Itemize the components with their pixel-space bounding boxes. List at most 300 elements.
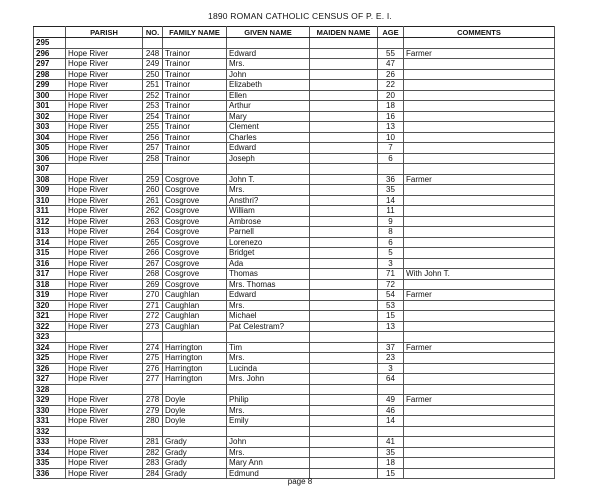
age-cell: 35 bbox=[378, 447, 404, 458]
comments-cell bbox=[404, 332, 555, 343]
row-number: 313 bbox=[34, 227, 66, 238]
comments-cell bbox=[404, 405, 555, 416]
family-name-cell bbox=[163, 38, 227, 49]
family-name-cell: Grady bbox=[163, 447, 227, 458]
comments-cell bbox=[404, 132, 555, 143]
row-number: 296 bbox=[34, 48, 66, 59]
maiden-name-cell bbox=[310, 164, 378, 175]
given-name-header: GIVEN NAME bbox=[227, 27, 310, 38]
number-cell: 275 bbox=[143, 353, 163, 364]
given-name-cell: Mary bbox=[227, 111, 310, 122]
parish-cell: Hope River bbox=[66, 258, 143, 269]
number-cell: 259 bbox=[143, 174, 163, 185]
table-row bbox=[34, 111, 555, 122]
maiden-name-cell bbox=[310, 269, 378, 280]
table-row bbox=[34, 290, 555, 301]
row-number: 325 bbox=[34, 353, 66, 364]
comments-cell: Farmer bbox=[404, 48, 555, 59]
number-cell: 249 bbox=[143, 59, 163, 70]
row-number: 329 bbox=[34, 395, 66, 406]
row-number: 299 bbox=[34, 80, 66, 91]
parish-cell: Hope River bbox=[66, 185, 143, 196]
given-name-cell: Clement bbox=[227, 122, 310, 133]
age-cell bbox=[378, 384, 404, 395]
given-name-cell: Ambrose bbox=[227, 216, 310, 227]
maiden-name-cell bbox=[310, 384, 378, 395]
age-cell: 47 bbox=[378, 59, 404, 70]
maiden-name-cell bbox=[310, 143, 378, 154]
table-row bbox=[34, 101, 555, 112]
given-name-cell: Ansthri? bbox=[227, 195, 310, 206]
family-name-cell: Harrington bbox=[163, 342, 227, 353]
row-number: 310 bbox=[34, 195, 66, 206]
row-number: 298 bbox=[34, 69, 66, 80]
table-row bbox=[34, 153, 555, 164]
parish-cell: Hope River bbox=[66, 132, 143, 143]
maiden-name-cell bbox=[310, 342, 378, 353]
number-cell: 269 bbox=[143, 279, 163, 290]
parish-cell: Hope River bbox=[66, 69, 143, 80]
row-number: 302 bbox=[34, 111, 66, 122]
given-name-cell: Philip bbox=[227, 395, 310, 406]
given-name-cell: Ada bbox=[227, 258, 310, 269]
maiden-name-cell bbox=[310, 374, 378, 385]
row-number: 333 bbox=[34, 437, 66, 448]
number-cell: 258 bbox=[143, 153, 163, 164]
maiden-name-cell bbox=[310, 90, 378, 101]
family-name-cell: Doyle bbox=[163, 395, 227, 406]
parish-cell: Hope River bbox=[66, 458, 143, 469]
comments-cell: Farmer bbox=[404, 290, 555, 301]
row-number: 321 bbox=[34, 311, 66, 322]
row-number: 330 bbox=[34, 405, 66, 416]
age-cell: 37 bbox=[378, 342, 404, 353]
maiden-name-cell bbox=[310, 206, 378, 217]
row-number: 303 bbox=[34, 122, 66, 133]
age-cell: 18 bbox=[378, 458, 404, 469]
given-name-cell: Mrs. bbox=[227, 59, 310, 70]
comments-cell bbox=[404, 111, 555, 122]
comments-cell bbox=[404, 437, 555, 448]
number-cell: 266 bbox=[143, 248, 163, 259]
family-name-cell: Cosgrove bbox=[163, 258, 227, 269]
parish-cell: Hope River bbox=[66, 153, 143, 164]
row-number: 304 bbox=[34, 132, 66, 143]
row-number: 314 bbox=[34, 237, 66, 248]
maiden-name-cell bbox=[310, 48, 378, 59]
table-row bbox=[34, 227, 555, 238]
parish-cell: Hope River bbox=[66, 59, 143, 70]
comments-cell bbox=[404, 363, 555, 374]
maiden-name-cell bbox=[310, 353, 378, 364]
age-cell: 5 bbox=[378, 248, 404, 259]
age-cell: 15 bbox=[378, 468, 404, 479]
given-name-cell bbox=[227, 426, 310, 437]
given-name-cell: William bbox=[227, 206, 310, 217]
given-name-cell: Arthur bbox=[227, 101, 310, 112]
age-cell: 26 bbox=[378, 69, 404, 80]
number-cell: 262 bbox=[143, 206, 163, 217]
parish-cell bbox=[66, 384, 143, 395]
age-cell: 13 bbox=[378, 122, 404, 133]
family-name-cell: Grady bbox=[163, 458, 227, 469]
family-name-cell: Caughlan bbox=[163, 300, 227, 311]
family-name-cell: Trainor bbox=[163, 48, 227, 59]
given-name-cell bbox=[227, 332, 310, 343]
table-row bbox=[34, 38, 555, 49]
parish-cell: Hope River bbox=[66, 437, 143, 448]
row-number: 311 bbox=[34, 206, 66, 217]
row-number: 327 bbox=[34, 374, 66, 385]
family-name-cell: Cosgrove bbox=[163, 216, 227, 227]
comments-cell: With John T. bbox=[404, 269, 555, 280]
comments-cell bbox=[404, 227, 555, 238]
comments-cell bbox=[404, 258, 555, 269]
number-cell: 281 bbox=[143, 437, 163, 448]
number-cell: 253 bbox=[143, 101, 163, 112]
number-cell: 251 bbox=[143, 80, 163, 91]
age-header: AGE bbox=[378, 27, 404, 38]
table-row bbox=[34, 248, 555, 259]
table-row bbox=[34, 216, 555, 227]
comments-cell bbox=[404, 195, 555, 206]
table-row bbox=[34, 405, 555, 416]
table-row bbox=[34, 416, 555, 427]
age-cell: 13 bbox=[378, 321, 404, 332]
comments-cell bbox=[404, 300, 555, 311]
comments-cell bbox=[404, 38, 555, 49]
age-cell: 71 bbox=[378, 269, 404, 280]
comments-cell: Farmer bbox=[404, 342, 555, 353]
number-cell: 248 bbox=[143, 48, 163, 59]
age-cell: 55 bbox=[378, 48, 404, 59]
comments-cell bbox=[404, 69, 555, 80]
parish-cell: Hope River bbox=[66, 363, 143, 374]
number-cell: 263 bbox=[143, 216, 163, 227]
given-name-cell: John T. bbox=[227, 174, 310, 185]
row-number: 322 bbox=[34, 321, 66, 332]
number-cell: 283 bbox=[143, 458, 163, 469]
age-cell: 64 bbox=[378, 374, 404, 385]
comments-cell bbox=[404, 384, 555, 395]
maiden-name-cell bbox=[310, 132, 378, 143]
family-name-cell: Trainor bbox=[163, 122, 227, 133]
table-row bbox=[34, 437, 555, 448]
row-number: 312 bbox=[34, 216, 66, 227]
row-number: 316 bbox=[34, 258, 66, 269]
parish-cell: Hope River bbox=[66, 269, 143, 280]
comments-cell bbox=[404, 447, 555, 458]
table-row bbox=[34, 80, 555, 91]
table-row bbox=[34, 447, 555, 458]
comments-cell bbox=[404, 279, 555, 290]
given-name-cell bbox=[227, 164, 310, 175]
age-cell: 36 bbox=[378, 174, 404, 185]
given-name-cell: Thomas bbox=[227, 269, 310, 280]
parish-cell: Hope River bbox=[66, 80, 143, 91]
family-name-cell: Cosgrove bbox=[163, 185, 227, 196]
table-row bbox=[34, 143, 555, 154]
family-name-cell: Trainor bbox=[163, 143, 227, 154]
age-cell: 23 bbox=[378, 353, 404, 364]
table-row bbox=[34, 321, 555, 332]
number-cell: 284 bbox=[143, 468, 163, 479]
table-row bbox=[34, 48, 555, 59]
age-cell: 6 bbox=[378, 237, 404, 248]
family-name-cell: Cosgrove bbox=[163, 237, 227, 248]
row-number: 317 bbox=[34, 269, 66, 280]
row-number: 300 bbox=[34, 90, 66, 101]
number-cell: 255 bbox=[143, 122, 163, 133]
maiden-name-cell bbox=[310, 300, 378, 311]
given-name-cell: Mrs. John bbox=[227, 374, 310, 385]
given-name-cell: Joseph bbox=[227, 153, 310, 164]
table-row bbox=[34, 395, 555, 406]
maiden-name-header: MAIDEN NAME bbox=[310, 27, 378, 38]
census-table bbox=[33, 26, 555, 479]
maiden-name-cell bbox=[310, 227, 378, 238]
row-number: 332 bbox=[34, 426, 66, 437]
given-name-cell: Mrs. Thomas bbox=[227, 279, 310, 290]
comments-cell bbox=[404, 311, 555, 322]
family-name-cell: Cosgrove bbox=[163, 174, 227, 185]
table-row bbox=[34, 374, 555, 385]
table-row bbox=[34, 69, 555, 80]
table-row bbox=[34, 300, 555, 311]
table-row bbox=[34, 279, 555, 290]
table-row bbox=[34, 195, 555, 206]
table-row bbox=[34, 185, 555, 196]
number-cell: 264 bbox=[143, 227, 163, 238]
table-row bbox=[34, 363, 555, 374]
row-number: 336 bbox=[34, 468, 66, 479]
number-cell: 276 bbox=[143, 363, 163, 374]
table-body bbox=[34, 38, 555, 479]
comments-cell bbox=[404, 122, 555, 133]
maiden-name-cell bbox=[310, 122, 378, 133]
number-cell: 272 bbox=[143, 311, 163, 322]
age-cell: 8 bbox=[378, 227, 404, 238]
given-name-cell: Edward bbox=[227, 143, 310, 154]
maiden-name-cell bbox=[310, 69, 378, 80]
row-number: 334 bbox=[34, 447, 66, 458]
comments-cell bbox=[404, 153, 555, 164]
table-row bbox=[34, 90, 555, 101]
parish-cell: Hope River bbox=[66, 227, 143, 238]
parish-cell: Hope River bbox=[66, 195, 143, 206]
comments-cell bbox=[404, 143, 555, 154]
maiden-name-cell bbox=[310, 437, 378, 448]
maiden-name-cell bbox=[310, 80, 378, 91]
age-cell: 11 bbox=[378, 206, 404, 217]
given-name-cell: John bbox=[227, 437, 310, 448]
number-cell: 280 bbox=[143, 416, 163, 427]
age-cell: 7 bbox=[378, 143, 404, 154]
table-row bbox=[34, 206, 555, 217]
parish-cell: Hope River bbox=[66, 321, 143, 332]
maiden-name-cell bbox=[310, 237, 378, 248]
family-name-cell: Trainor bbox=[163, 101, 227, 112]
comments-cell bbox=[404, 216, 555, 227]
parish-cell: Hope River bbox=[66, 216, 143, 227]
age-cell: 3 bbox=[378, 363, 404, 374]
age-cell bbox=[378, 426, 404, 437]
row-number: 307 bbox=[34, 164, 66, 175]
given-name-cell: Elizabeth bbox=[227, 80, 310, 91]
age-cell: 9 bbox=[378, 216, 404, 227]
parish-cell: Hope River bbox=[66, 395, 143, 406]
number-cell: 265 bbox=[143, 237, 163, 248]
maiden-name-cell bbox=[310, 185, 378, 196]
family-name-cell: Grady bbox=[163, 468, 227, 479]
family-name-cell: Caughlan bbox=[163, 321, 227, 332]
number-cell: 250 bbox=[143, 69, 163, 80]
given-name-cell: Edward bbox=[227, 48, 310, 59]
number-cell bbox=[143, 426, 163, 437]
comments-cell bbox=[404, 59, 555, 70]
number-header: NO. bbox=[143, 27, 163, 38]
family-name-cell bbox=[163, 332, 227, 343]
family-name-cell bbox=[163, 164, 227, 175]
family-name-cell: Cosgrove bbox=[163, 206, 227, 217]
parish-cell: Hope River bbox=[66, 290, 143, 301]
table-row bbox=[34, 311, 555, 322]
row-number: 319 bbox=[34, 290, 66, 301]
table-row bbox=[34, 384, 555, 395]
parish-cell: Hope River bbox=[66, 248, 143, 259]
maiden-name-cell bbox=[310, 458, 378, 469]
parish-cell: Hope River bbox=[66, 122, 143, 133]
given-name-cell: Mrs. bbox=[227, 185, 310, 196]
number-cell: 256 bbox=[143, 132, 163, 143]
given-name-cell: Lorenezo bbox=[227, 237, 310, 248]
age-cell: 20 bbox=[378, 90, 404, 101]
comments-cell bbox=[404, 416, 555, 427]
comments-cell bbox=[404, 164, 555, 175]
given-name-cell: Mrs. bbox=[227, 353, 310, 364]
maiden-name-cell bbox=[310, 258, 378, 269]
family-name-cell: Doyle bbox=[163, 416, 227, 427]
parish-cell: Hope River bbox=[66, 353, 143, 364]
maiden-name-cell bbox=[310, 395, 378, 406]
maiden-name-cell bbox=[310, 321, 378, 332]
comments-cell bbox=[404, 248, 555, 259]
table-row bbox=[34, 269, 555, 280]
table-row bbox=[34, 164, 555, 175]
age-cell: 72 bbox=[378, 279, 404, 290]
family-name-cell: Trainor bbox=[163, 132, 227, 143]
given-name-cell: Ellen bbox=[227, 90, 310, 101]
given-name-cell: Mrs. bbox=[227, 300, 310, 311]
table-row bbox=[34, 258, 555, 269]
parish-cell: Hope River bbox=[66, 279, 143, 290]
given-name-cell: Edmund bbox=[227, 468, 310, 479]
family-name-cell: Doyle bbox=[163, 405, 227, 416]
comments-cell bbox=[404, 101, 555, 112]
row-number: 308 bbox=[34, 174, 66, 185]
comments-cell bbox=[404, 353, 555, 364]
parish-cell: Hope River bbox=[66, 90, 143, 101]
comments-header: COMMENTS bbox=[404, 27, 555, 38]
maiden-name-cell bbox=[310, 101, 378, 112]
number-cell: 277 bbox=[143, 374, 163, 385]
family-name-cell: Cosgrove bbox=[163, 195, 227, 206]
parish-cell: Hope River bbox=[66, 416, 143, 427]
comments-cell bbox=[404, 185, 555, 196]
number-cell: 267 bbox=[143, 258, 163, 269]
table-row bbox=[34, 237, 555, 248]
page-title: 1890 ROMAN CATHOLIC CENSUS OF P. E. I. bbox=[208, 11, 392, 21]
row-number: 326 bbox=[34, 363, 66, 374]
family-name-cell: Trainor bbox=[163, 90, 227, 101]
comments-cell bbox=[404, 237, 555, 248]
row-number: 318 bbox=[34, 279, 66, 290]
given-name-cell: Mary Ann bbox=[227, 458, 310, 469]
given-name-cell bbox=[227, 38, 310, 49]
age-cell: 6 bbox=[378, 153, 404, 164]
family-name-cell bbox=[163, 384, 227, 395]
number-cell: 261 bbox=[143, 195, 163, 206]
comments-cell: Farmer bbox=[404, 395, 555, 406]
age-cell: 49 bbox=[378, 395, 404, 406]
parish-cell: Hope River bbox=[66, 237, 143, 248]
row-number: 305 bbox=[34, 143, 66, 154]
age-cell: 54 bbox=[378, 290, 404, 301]
family-name-cell: Caughlan bbox=[163, 311, 227, 322]
comments-cell bbox=[404, 206, 555, 217]
number-cell: 260 bbox=[143, 185, 163, 196]
number-cell: 257 bbox=[143, 143, 163, 154]
maiden-name-cell bbox=[310, 405, 378, 416]
number-cell bbox=[143, 384, 163, 395]
table-row bbox=[34, 353, 555, 364]
given-name-cell: Charles bbox=[227, 132, 310, 143]
age-cell: 10 bbox=[378, 132, 404, 143]
row-number: 306 bbox=[34, 153, 66, 164]
parish-cell: Hope River bbox=[66, 405, 143, 416]
given-name-cell: Mrs. bbox=[227, 447, 310, 458]
number-cell: 268 bbox=[143, 269, 163, 280]
family-name-cell: Grady bbox=[163, 437, 227, 448]
age-cell: 18 bbox=[378, 101, 404, 112]
row-number: 301 bbox=[34, 101, 66, 112]
number-cell bbox=[143, 38, 163, 49]
comments-cell bbox=[404, 374, 555, 385]
age-cell: 14 bbox=[378, 195, 404, 206]
maiden-name-cell bbox=[310, 59, 378, 70]
page-number: page 8 bbox=[287, 477, 313, 486]
family-name-cell: Cosgrove bbox=[163, 279, 227, 290]
family-name-cell: Trainor bbox=[163, 153, 227, 164]
age-cell: 53 bbox=[378, 300, 404, 311]
given-name-cell: Edward bbox=[227, 290, 310, 301]
row-number: 324 bbox=[34, 342, 66, 353]
parish-cell: Hope River bbox=[66, 206, 143, 217]
age-cell bbox=[378, 332, 404, 343]
family-name-cell: Trainor bbox=[163, 80, 227, 91]
maiden-name-cell bbox=[310, 426, 378, 437]
age-cell bbox=[378, 164, 404, 175]
maiden-name-cell bbox=[310, 216, 378, 227]
family-name-cell: Cosgrove bbox=[163, 269, 227, 280]
row-number: 315 bbox=[34, 248, 66, 259]
family-name-cell: Harrington bbox=[163, 374, 227, 385]
row-number-header bbox=[34, 27, 66, 38]
table-row bbox=[34, 174, 555, 185]
parish-cell: Hope River bbox=[66, 374, 143, 385]
row-number: 309 bbox=[34, 185, 66, 196]
age-cell: 22 bbox=[378, 80, 404, 91]
